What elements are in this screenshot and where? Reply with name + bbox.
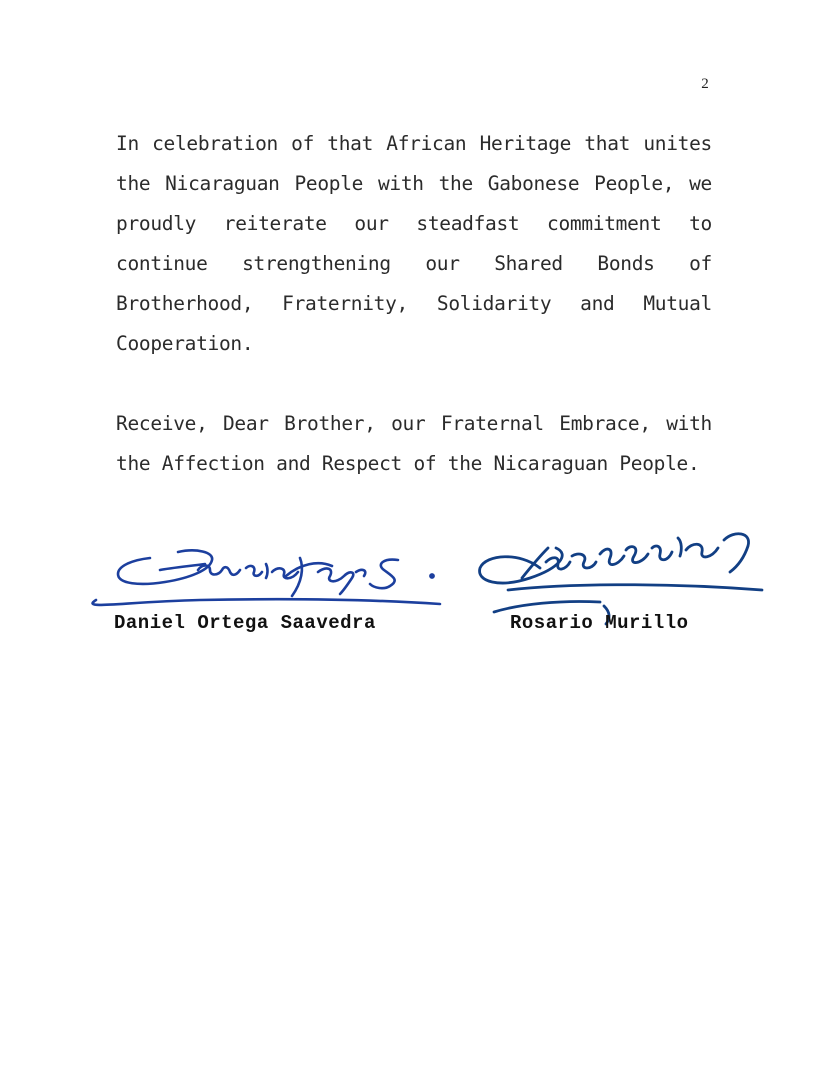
signatory-name-rosario-murillo: Rosario Murillo bbox=[510, 612, 689, 634]
body-paragraph-celebration: In celebration of that African Heritage that unites the Nicaraguan People with the Gabonese People, we proudly reiterate our steadfast commitment to continue strengthening our Shared Bonds of Brotherhood, Fraternity, Solidarity and Mutual Cooperation. bbox=[116, 132, 712, 355]
page-number: 2 bbox=[701, 76, 709, 92]
signature-daniel-ortega bbox=[93, 550, 440, 604]
signature-rosario-murillo bbox=[480, 534, 762, 624]
signatory-name-daniel-ortega: Daniel Ortega Saavedra bbox=[114, 612, 376, 634]
signature-block bbox=[0, 520, 825, 650]
body-paragraph-embrace: Receive, Dear Brother, our Fraternal Embrace, with the Affection and Respect of the Nicaraguan People. bbox=[116, 412, 712, 475]
